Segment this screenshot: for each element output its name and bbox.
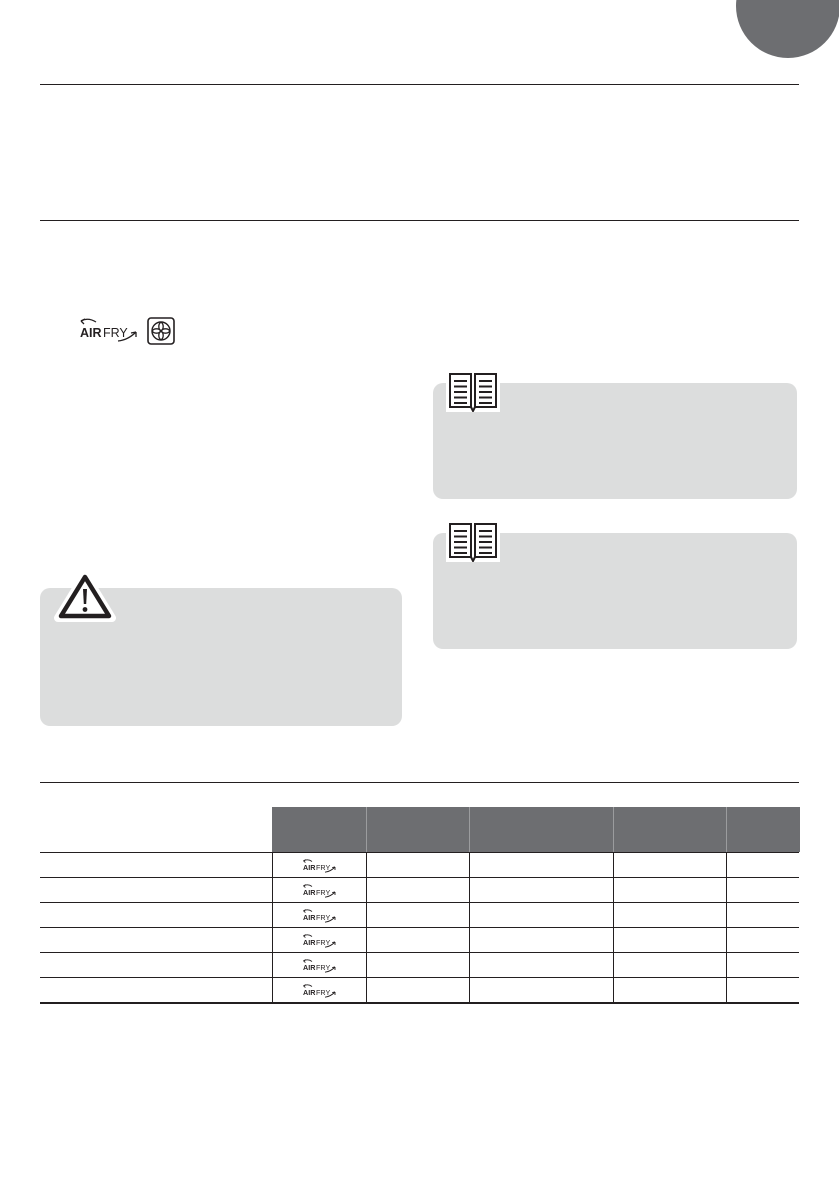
svg-text:FRY: FRY xyxy=(316,938,331,947)
table-cell xyxy=(40,853,272,877)
airfry-logo-icon xyxy=(302,958,338,973)
svg-text:AIR: AIR xyxy=(80,326,102,340)
airfry-logo-icon xyxy=(302,908,338,923)
svg-text:FRY: FRY xyxy=(316,963,331,972)
table-cell xyxy=(613,928,727,952)
table-cell xyxy=(40,928,272,952)
table-row xyxy=(40,977,799,1004)
table-cell xyxy=(40,903,272,927)
table-cell xyxy=(726,928,800,952)
convection-fan-icon xyxy=(147,317,175,345)
table-cell xyxy=(40,953,272,977)
svg-text:FRY: FRY xyxy=(316,888,331,897)
program-cell xyxy=(272,903,367,927)
book-icon xyxy=(446,520,500,562)
header-cell xyxy=(469,807,614,852)
table-cell xyxy=(613,903,727,927)
table-header-row xyxy=(40,807,799,852)
program-cell xyxy=(272,853,367,877)
table-row xyxy=(40,852,799,877)
page-corner-tab xyxy=(736,0,839,58)
table-cell xyxy=(726,878,800,902)
table-cell xyxy=(613,878,727,902)
table-row xyxy=(40,877,799,902)
table-cell xyxy=(613,978,727,1002)
section-divider-table xyxy=(40,782,799,783)
table-cell xyxy=(469,953,614,977)
svg-text:AIR: AIR xyxy=(303,863,316,872)
program-cell xyxy=(272,878,367,902)
table-cell xyxy=(469,928,614,952)
table-cell xyxy=(469,878,614,902)
airfry-logo-icon xyxy=(302,858,338,873)
table-cell xyxy=(366,853,470,877)
svg-text:FRY: FRY xyxy=(316,863,331,872)
airfry-logo-icon xyxy=(302,983,338,998)
table-cell xyxy=(40,878,272,902)
svg-text:FRY: FRY xyxy=(316,988,331,997)
table-cell xyxy=(366,878,470,902)
table-cell xyxy=(469,978,614,1002)
cooking-table xyxy=(40,807,799,1004)
table-cell xyxy=(613,853,727,877)
table-cell xyxy=(469,853,614,877)
table-cell xyxy=(469,903,614,927)
svg-text:FRY: FRY xyxy=(316,913,331,922)
header-cell xyxy=(613,807,727,852)
section-divider-middle xyxy=(40,220,799,221)
table-row xyxy=(40,927,799,952)
header-cell xyxy=(366,807,470,852)
airfry-logo-icon xyxy=(302,933,338,948)
program-cell xyxy=(272,928,367,952)
section-divider-top xyxy=(40,84,799,85)
header-cell xyxy=(272,807,366,852)
table-cell xyxy=(726,978,800,1002)
warning-triangle-icon xyxy=(52,570,118,622)
table-cell xyxy=(366,953,470,977)
table-cell xyxy=(40,978,272,1002)
program-cell xyxy=(272,978,367,1002)
table-cell xyxy=(726,903,800,927)
table-cell xyxy=(613,953,727,977)
svg-text:AIR: AIR xyxy=(303,963,316,972)
table-row xyxy=(40,952,799,977)
airfry-logo-icon xyxy=(78,316,142,342)
svg-text:FRY: FRY xyxy=(103,326,128,340)
table-cell xyxy=(726,853,800,877)
svg-text:AIR: AIR xyxy=(303,888,316,897)
book-icon xyxy=(446,370,500,412)
svg-text:AIR: AIR xyxy=(303,913,316,922)
table-cell xyxy=(726,953,800,977)
program-cell xyxy=(272,953,367,977)
table-cell xyxy=(366,978,470,1002)
table-body xyxy=(40,852,799,1004)
header-cell xyxy=(726,807,800,852)
svg-text:AIR: AIR xyxy=(303,938,316,947)
table-row xyxy=(40,902,799,927)
table-cell xyxy=(366,928,470,952)
airfry-logo-icon xyxy=(302,883,338,898)
svg-text:AIR: AIR xyxy=(303,988,316,997)
table-cell xyxy=(366,903,470,927)
